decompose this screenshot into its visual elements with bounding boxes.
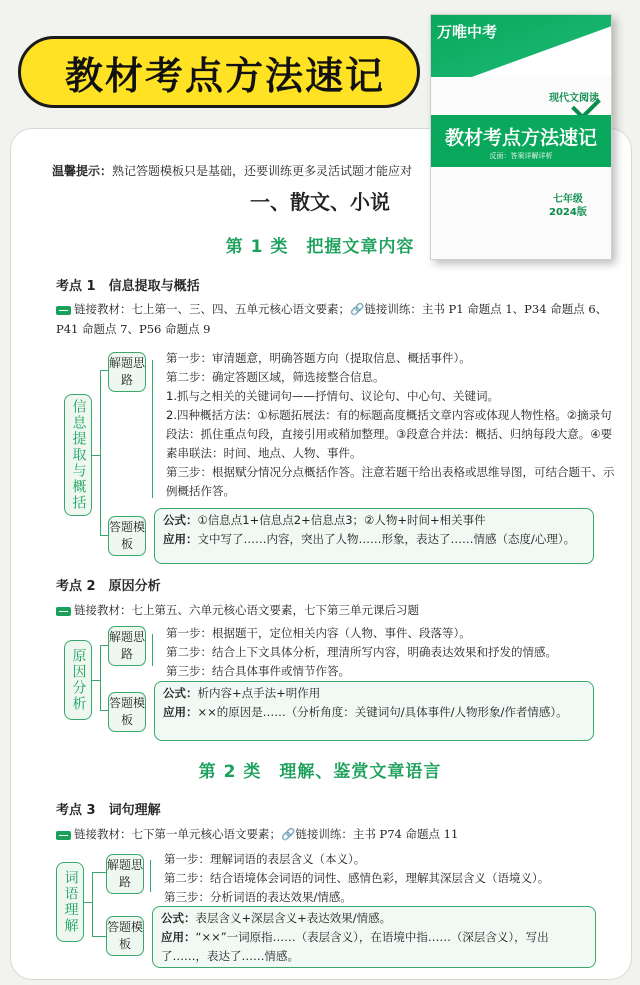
kd3-bracket	[92, 872, 93, 936]
kd2-steps-line	[152, 634, 153, 666]
kd1-formula-label: 公式：	[163, 513, 198, 527]
kd1-step-2: 第二步：确定答题区域，筛选接整合信息。	[166, 370, 385, 384]
kd1-step-1: 第一步：审清题意，明确答题方向（提取信息、概括事件）。	[166, 351, 471, 365]
book-year: 2024版	[549, 207, 587, 218]
kd2-apply-text: ××的原因是……（分析角度：关键词句/具体事件/人物形象/作者情感）。	[197, 705, 568, 719]
kd2-formula-text: 析内容+点手法+明作用	[197, 686, 321, 700]
kd1-tag-approach: 解题思路	[108, 352, 146, 392]
kd3-step-3: 第三步：分析词语的表达效果/情感。	[164, 890, 352, 904]
kd3-link	[56, 824, 622, 844]
tip-line	[52, 162, 412, 179]
link-book-icon	[56, 306, 71, 315]
kd2-steps	[166, 624, 618, 681]
kd3-side-label: 词语理解	[56, 862, 84, 942]
kd2-bracket-top	[100, 645, 108, 646]
kd3-tag-template: 答题模板	[106, 916, 144, 956]
kd1-formula-text: ①信息点1+信息点2+信息点3；②人物+时间+相关事件	[197, 513, 486, 527]
kd2-connector	[92, 680, 100, 681]
book-grade-label: 七年级	[552, 194, 583, 205]
kd1-bracket-bottom	[100, 535, 108, 536]
kd1-steps-line	[152, 360, 153, 498]
kd2-side-label: 原因分析	[64, 640, 92, 720]
kd3-bracket-bottom	[92, 936, 106, 937]
kd2-apply	[163, 703, 585, 722]
tip-label: 温馨提示：	[52, 164, 113, 178]
link-clip-icon: 🔗	[350, 302, 365, 316]
kd3-apply-label: 应用：	[161, 930, 196, 944]
kd1-bracket-top	[100, 370, 108, 371]
kd1-link	[56, 299, 622, 339]
book-title: 教材考点方法速记	[444, 127, 597, 149]
kd3-apply	[161, 928, 587, 966]
kd2-tag-approach: 解题思路	[108, 626, 146, 666]
kd2-template-box	[154, 681, 594, 741]
kd3-template-box	[152, 906, 596, 968]
kd1-tag-template: 答题模板	[108, 516, 146, 556]
category-title-2: 第 2 类 理解、鉴赏文章语言	[198, 762, 442, 782]
kd3-formula	[161, 909, 587, 928]
kd1-link-text: 链接教材：七上第一、三、四、五单元核心语文要素；	[74, 302, 350, 316]
kd3-link-text: 链接教材：七下第一单元核心语文要素；	[74, 827, 281, 841]
kd2-step-1: 第一步：根据题干，定位相关内容（人物、事件、段落等）。	[166, 626, 471, 640]
kd3-link-train: 链接训练：主书 P74 命题点 11	[295, 827, 459, 841]
tip-text: 熟记答题模板只是基础，还要训练更多灵活试题才能应对	[112, 164, 413, 178]
section-title: 一、散文、小说	[250, 190, 390, 214]
kd1-link-train: 链接训练：主书 P1 命题点 1、P34 命题点 6、P41 命题点 7、P56 命题点 9	[56, 302, 608, 336]
book-cover	[430, 14, 612, 260]
kd3-bracket-top	[92, 872, 106, 873]
kd3-formula-label: 公式：	[161, 911, 196, 925]
kd1-step-4: 2.四种概括方法：①标题拓展法：有的标题高度概括文章内容或体现人物性格。②摘录句段法：抓住重点句段，直接引用或稍加整理。③段意合并法：概括、归纳每段大意。④要素串联法：时间、地点、人物、事件。	[166, 408, 613, 460]
kd3-tag-approach: 解题思路	[106, 854, 144, 894]
kd2-bracket-bottom	[100, 710, 108, 711]
link-book-icon	[56, 831, 71, 840]
kd1-apply-text: 文中写了……内容，突出了人物……形象，表达了……情感（态度/心理）。	[197, 532, 576, 546]
book-series: 现代文阅读	[549, 93, 599, 104]
kd1-connector	[92, 455, 100, 456]
kd1-apply	[163, 530, 585, 549]
kd3-step-1: 第一步：理解词语的表层含义（本义）。	[164, 852, 366, 866]
kd1-formula	[163, 511, 585, 530]
kd3-connector	[84, 902, 92, 903]
kd3-apply-text: “××”一词原指……（表层含义），在语境中指……（深层含义），写出了……，表达了……情感。	[161, 930, 549, 963]
kd1-steps	[166, 349, 618, 501]
category-title-1: 第 1 类 把握文章内容	[225, 237, 415, 257]
kd3-title: 考点 3 词句理解	[56, 803, 161, 818]
kd1-step-5: 第三步：根据赋分情况分点概括作答。注意若题干给出表格或思维导图，可结合题干、示例概括作答。	[166, 465, 615, 498]
kd1-step-3: 1.抓与之相关的关键词句——抒情句、议论句、中心句、关键词。	[166, 389, 499, 403]
kd1-bracket	[100, 370, 101, 536]
link-clip-icon: 🔗	[281, 827, 296, 841]
kd1-title: 考点 1 信息提取与概括	[56, 279, 200, 294]
kd1-apply-label: 应用：	[163, 532, 198, 546]
kd3-step-2: 第二步：结合语境体会词语的词性、感情色彩，理解其深层含义（语境义）。	[164, 871, 550, 885]
kd2-title: 考点 2 原因分析	[56, 579, 161, 594]
kd2-bracket	[100, 645, 101, 710]
banner-title: 教材考点方法速记	[18, 36, 420, 108]
kd2-formula	[163, 684, 585, 703]
kd2-tag-template: 答题模板	[108, 692, 146, 732]
kd3-steps-line	[150, 860, 151, 892]
kd3-formula-text: 表层含义+深层含义+表达效果/情感。	[195, 911, 392, 925]
kd2-link	[56, 600, 622, 620]
book-subtitle: 反面：答案详解详析	[489, 152, 553, 160]
kd1-template-box	[154, 508, 594, 564]
kd1-side-label: 信息提取与概括	[64, 394, 92, 516]
book-grade	[549, 193, 587, 219]
kd2-link-text: 链接教材：七上第五、六单元核心语文要素，七下第三单元课后习题	[74, 603, 419, 617]
link-book-icon	[56, 607, 71, 616]
kd3-steps	[164, 850, 620, 907]
kd2-step-3: 第三步：结合具体事件或情节作答。	[166, 664, 350, 678]
kd2-step-2: 第二步：结合上下文具体分析，理清所写内容，明确表达效果和抒发的情感。	[166, 645, 557, 659]
book-brand: 万唯中考	[437, 23, 498, 41]
kd2-formula-label: 公式：	[163, 686, 198, 700]
kd2-apply-label: 应用：	[163, 705, 198, 719]
